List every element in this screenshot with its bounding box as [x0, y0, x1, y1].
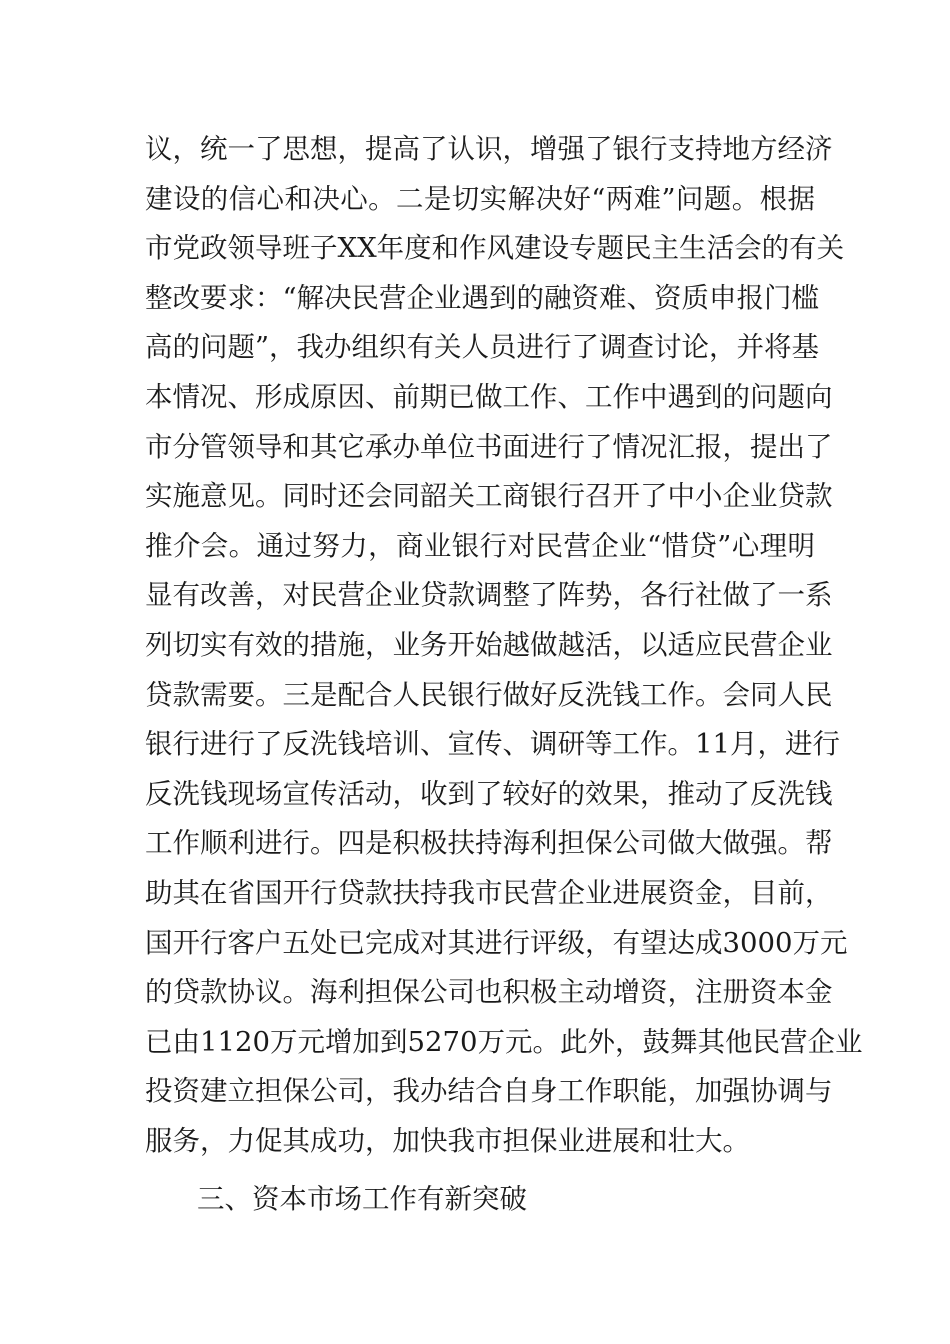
paragraph-line: 本情况、形成原因、前期已做工作、工作中遇到的问题向	[145, 380, 833, 413]
paragraph-line-last: 服务，力促其成功，加快我市担保业进展和壮大。	[145, 1124, 750, 1157]
paragraph-line: 工作顺利进行。四是积极扶持海利担保公司做大做强。帮	[145, 827, 833, 860]
paragraph-line: 投资建立担保公司，我办结合自身工作职能，加强协调与	[145, 1075, 833, 1108]
paragraph-line: 列切实有效的措施，业务开始越做越活，以适应民营企业	[145, 628, 833, 661]
paragraph-line: 银行进行了反洗钱培训、宣传、调研等工作。11月，进行	[145, 728, 840, 761]
paragraph-line: 的贷款协议。海利担保公司也积极主动增资，注册资本金	[145, 976, 833, 1009]
section-heading: 三、资本市场工作有新突破	[197, 1183, 527, 1215]
paragraph-line: 高的问题”，我办组织有关人员进行了调查讨论，并将基	[145, 331, 820, 364]
body-paragraph	[145, 125, 863, 1166]
paragraph-line: 建设的信心和决心。二是切实解决好“两难”问题。根据	[145, 182, 815, 215]
paragraph-line: 议，统一了思想，提高了认识，增强了银行支持地方经济	[145, 133, 833, 165]
paragraph-line: 推介会。通过努力，商业银行对民营企业“惜贷”心理明	[145, 529, 815, 562]
paragraph-line: 整改要求：“解决民营企业遇到的融资难、资质申报门槛	[145, 281, 820, 314]
paragraph-line: 贷款需要。三是配合人民银行做好反洗钱工作。会同人民	[145, 678, 833, 711]
paragraph-line: 市分管领导和其它承办单位书面进行了情况汇报，提出了	[145, 430, 833, 463]
paragraph-line: 已由1120万元增加到5270万元。此外，鼓舞其他民营企业	[145, 1025, 863, 1058]
paragraph-line: 国开行客户五处已完成对其进行评级，有望达成3000万元	[145, 926, 848, 959]
paragraph-line: 实施意见。同时还会同韶关工商银行召开了中小企业贷款	[145, 480, 833, 513]
paragraph-line: 显有改善，对民营企业贷款调整了阵势，各行社做了一系	[145, 579, 833, 612]
paragraph-line: 市党政领导班子XX年度和作风建设专题民主生活会的有关	[145, 232, 845, 265]
paragraph-line: 反洗钱现场宣传活动，收到了较好的效果，推动了反洗钱	[145, 777, 833, 810]
paragraph-line: 助其在省国开行贷款扶持我市民营企业进展资金，目前，	[145, 876, 833, 909]
